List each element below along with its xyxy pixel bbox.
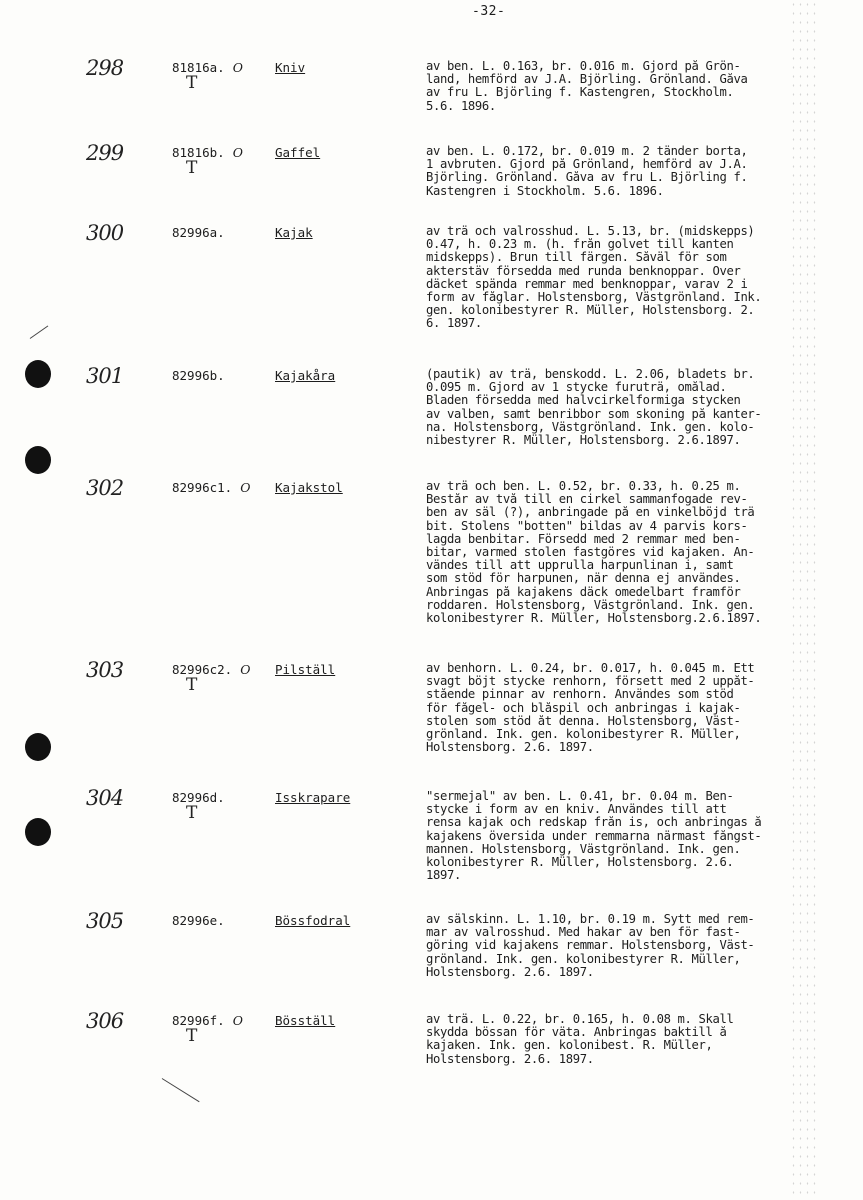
object-description: [426, 913, 846, 979]
description-line: stycke i form av en kniv. Användes till att: [426, 803, 727, 817]
catalog-number-text: 82996c1.: [172, 480, 233, 495]
handwritten-mark: T: [186, 675, 198, 695]
description-line: av trä. L. 0.22, br. 0.165, h. 0.08 m. Skall: [426, 1013, 734, 1026]
description-line: Holstensborg. 2.6. 1897.: [426, 1052, 594, 1066]
pen-stroke: [30, 325, 49, 338]
description-line: midskepps). Brun till färgen. Såväl för som: [426, 251, 727, 265]
description-line: stolen som stöd åt denna. Holstensborg, Väst-: [426, 714, 741, 728]
description-line: av benhorn. L. 0.24, br. 0.017, h. 0.045 m. Ett: [426, 662, 755, 675]
handwritten-mark: T: [186, 803, 198, 823]
description-line: gen. kolonibestyrer R. Müller, Holstensborg. 2.: [426, 304, 755, 318]
object-description: [426, 60, 846, 113]
entry-number: 305: [86, 909, 124, 933]
description-line: Kastengren i Stockholm. 5.6. 1896.: [426, 184, 664, 198]
entry-number: 301: [86, 364, 124, 388]
punch-hole: [25, 446, 51, 474]
description-line: kolonibestyrer R. Müller, Holstensborg.2.6.1897.: [426, 612, 762, 626]
catalog-number: [172, 913, 233, 928]
description-line: av ben. L. 0.163, br. 0.016 m. Gjord på Grön-: [426, 60, 741, 73]
object-name: Bösställ: [275, 1013, 336, 1028]
object-name: Isskrapare: [275, 790, 351, 805]
description-line: bitar, varmed stolen fastgöres vid kajaken. An-: [426, 546, 755, 560]
description-line: Holstensborg. 2.6. 1897.: [426, 965, 594, 979]
description-line: form av fåglar. Holstensborg, Västgrönland. Ink.: [426, 291, 762, 305]
description-line: na. Holstensborg, Västgrönland. Ink. gen. kolo-: [426, 420, 755, 434]
catalog-number: [172, 60, 243, 93]
handwritten-mark: T: [186, 1026, 198, 1046]
description-line: rensa kajak och redskap från is, och anbringas å: [426, 816, 762, 830]
entry-number: 300: [86, 221, 124, 245]
description-line: bit. Stolens "botten" bildas av 4 parvis kors-: [426, 519, 748, 533]
description-line: land, hemförd av J.A. Björling. Grönland. Gåva: [426, 73, 748, 87]
description-line: 1 avbruten. Gjord på Grönland, hemförd av J.A.: [426, 158, 748, 172]
description-line: roddaren. Holstensborg, Västgrönland. Ink. gen.: [426, 598, 755, 612]
description-line: Anbringas på kajakens däck omedelbart framför: [426, 585, 741, 599]
description-line: stående pinnar av renhorn. Användes som stöd: [426, 688, 734, 702]
description-line: mar av valrosshud. Med hakar av ben för fast-: [426, 926, 741, 940]
entry-number: 306: [86, 1009, 124, 1033]
object-name: Kniv: [275, 60, 306, 75]
description-line: 1897.: [426, 869, 461, 883]
description-line: Björling. Grönland. Gåva av fru L. Björling f.: [426, 171, 748, 185]
object-description: [426, 480, 846, 625]
description-line: för fågel- och blåspil och anbringas i kajak-: [426, 701, 741, 715]
punch-hole: [25, 818, 51, 846]
entry-number: 304: [86, 786, 124, 810]
object-description: [426, 662, 846, 754]
catalog-number-text: 82996b.: [172, 368, 225, 383]
description-line: Bladen försedda med halvcirkelformiga stycken: [426, 394, 741, 408]
description-line: kajakens översida under remmarna närmast fångst-: [426, 829, 762, 843]
description-line: lagda benbitar. Försedd med 2 remmar med ben-: [426, 532, 741, 546]
catalog-number: [172, 225, 233, 240]
object-description: [426, 368, 846, 447]
description-line: 6. 1897.: [426, 317, 482, 331]
description-line: däcket spända remmar med benknoppar, varav 2 i: [426, 277, 748, 291]
description-line: göring vid kajakens remmar. Holstensborg, Väst-: [426, 939, 755, 953]
description-line: grönland. Ink. gen. kolonibestyrer R. Müller,: [426, 728, 741, 742]
description-line: skydda bössan för väta. Anbringas baktill å: [426, 1026, 727, 1040]
catalog-number-text: 82996a.: [172, 225, 225, 240]
catalog-number-text: 82996c2.: [172, 662, 233, 677]
catalog-number-text: 82996f.: [172, 1013, 225, 1028]
description-line: av valben, samt benribbor som skoning på kanter-: [426, 407, 762, 421]
catalog-number-text: 81816b.: [172, 145, 225, 160]
description-line: mannen. Holstensborg, Västgrönland. Ink. gen.: [426, 842, 741, 856]
description-line: 5.6. 1896.: [426, 99, 496, 113]
description-line: svagt böjt stycke renhorn, försett med 2 uppåt-: [426, 675, 755, 689]
circle-mark: O: [232, 60, 243, 75]
description-line: kolonibestyrer R. Müller, Holstensborg. 2.6.: [426, 856, 734, 870]
catalog-number: [172, 368, 233, 383]
description-line: av ben. L. 0.172, br. 0.019 m. 2 tänder borta,: [426, 145, 748, 158]
object-name: Pilställ: [275, 662, 336, 677]
description-line: av trä och ben. L. 0.52, br. 0.33, h. 0.25 m.: [426, 480, 741, 493]
catalog-number: [172, 1013, 243, 1046]
description-line: Består av två till en cirkel sammanfogade rev-: [426, 493, 748, 507]
description-line: 0.47, h. 0.23 m. (h. från golvet till kanten: [426, 238, 734, 252]
description-line: kajaken. Ink. gen. kolonibest. R. Müller,: [426, 1039, 713, 1053]
entry-number: 298: [86, 56, 124, 80]
description-line: ben av säl (?), anbringade på en vinkelböjd trä: [426, 506, 755, 520]
object-description: [426, 790, 846, 882]
circle-mark: O: [240, 662, 251, 677]
circle-mark: O: [232, 145, 243, 160]
description-line: akterstäv försedda med runda benknoppar. Över: [426, 264, 741, 278]
catalog-number: [172, 480, 250, 495]
description-line: grönland. Ink. gen. kolonibestyrer R. Müller,: [426, 952, 741, 966]
description-line: som stöd för harpunen, när denna ej användes.: [426, 572, 741, 586]
description-line: av sälskinn. L. 1.10, br. 0.19 m. Sytt med rem-: [426, 913, 755, 926]
description-line: av trä och valrosshud. L. 5.13, br. (midskepps): [426, 225, 755, 238]
punch-hole: [25, 360, 51, 388]
catalog-number: [172, 145, 243, 178]
catalog-number-text: 82996d.: [172, 790, 225, 805]
description-line: Holstensborg. 2.6. 1897.: [426, 741, 594, 755]
punch-hole: [25, 733, 51, 761]
description-line: nibestyrer R. Müller, Holstensborg. 2.6.1897.: [426, 434, 741, 448]
object-name: Kajak: [275, 225, 313, 240]
pen-stroke: [162, 1078, 200, 1102]
object-description: [426, 225, 846, 331]
handwritten-mark: T: [186, 73, 198, 93]
catalog-number-text: 82996e.: [172, 913, 225, 928]
entry-number: 303: [86, 658, 124, 682]
description-line: vändes till att upprulla harpunlinan i, samt: [426, 559, 734, 573]
object-name: Kajakåra: [275, 368, 336, 383]
object-name: Gaffel: [275, 145, 321, 160]
page-number: -32-: [472, 4, 506, 19]
description-line: av fru L. Björling f. Kastengren, Stockholm.: [426, 86, 734, 100]
circle-mark: O: [232, 1013, 243, 1028]
entry-number: 302: [86, 476, 124, 500]
object-description: [426, 1013, 846, 1066]
catalog-number: [172, 790, 233, 823]
circle-mark: O: [240, 480, 251, 495]
object-name: Bössfodral: [275, 913, 351, 928]
handwritten-mark: T: [186, 158, 198, 178]
catalog-number: [172, 662, 251, 695]
description-line: 0.095 m. Gjord av 1 stycke furuträ, omålad.: [426, 381, 727, 395]
entry-number: 299: [86, 141, 124, 165]
object-description: [426, 145, 846, 198]
description-line: "sermejal" av ben. L. 0.41, br. 0.04 m. Ben-: [426, 790, 734, 803]
description-line: (pautik) av trä, benskodd. L. 2.06, bladets br.: [426, 368, 755, 381]
catalog-number-text: 81816a.: [172, 60, 225, 75]
object-name: Kajakstol: [275, 480, 343, 495]
